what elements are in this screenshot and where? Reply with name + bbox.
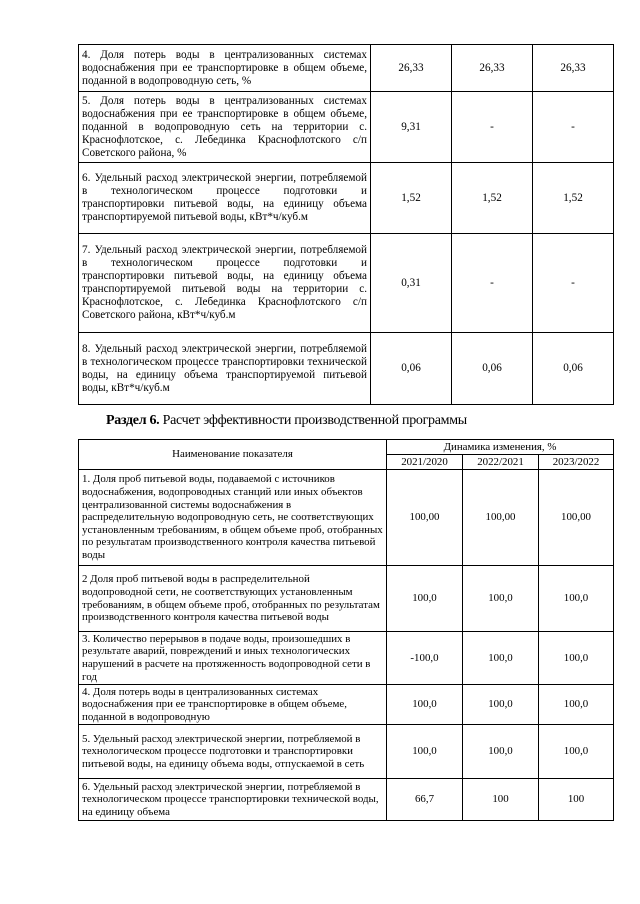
indicator-value: 100,00 <box>539 470 614 566</box>
indicator-value: 1,52 <box>371 163 452 234</box>
indicator-value: 26,33 <box>533 45 614 92</box>
table-row <box>79 725 614 779</box>
table-row <box>79 234 614 333</box>
indicator-value: 100 <box>463 779 539 821</box>
section-title: Расчет эффективности производственной программы <box>162 413 467 428</box>
indicator-value: 100,0 <box>463 566 539 632</box>
indicator-value: 100,0 <box>463 632 539 685</box>
table-row <box>79 333 614 405</box>
indicator-name: 5. Доля потерь воды в централизованных системах водоснабжения при ее транспортировке в общем объеме, поданной в водопроводную сеть на территории с. Краснофлотское, с. Лебединка Краснофлотского с/п Советского района, % <box>79 92 371 163</box>
table-row <box>79 470 614 566</box>
indicator-name: 1. Доля проб питьевой воды, подаваемой с источников водоснабжения, водопроводных станций или иных объектов централизованной системы водоснабжения в распределительную водопроводную сеть, не соответствующих установленным требованиям, в общем объеме проб, отобранных по результатам производственного контроля качества питьевой воды <box>79 470 387 566</box>
table-row <box>79 163 614 234</box>
indicator-value: 26,33 <box>452 45 533 92</box>
indicator-value: 26,33 <box>371 45 452 92</box>
column-header-period: 2022/2021 <box>463 455 539 470</box>
indicator-value: 9,31 <box>371 92 452 163</box>
indicator-name: 8. Удельный расход электрической энергии, потребляемой в технологическом процессе транспортировки технической воды, на единицу объема транспортируемой питьевой воды, кВт*ч/куб.м <box>79 333 371 405</box>
table-row <box>79 685 614 725</box>
table-row <box>79 45 614 92</box>
indicator-value: 0,06 <box>533 333 614 405</box>
indicator-value: 100,00 <box>463 470 539 566</box>
indicator-name: 7. Удельный расход электрической энергии, потребляемой в технологическом процессе подготовки и транспортировки питьевой воды, на единицу объема транспортируемой питьевой воды на территории с. Краснофлотское, с. Лебединка Краснофлотского с/п Советского района, кВт*ч/куб.м <box>79 234 371 333</box>
indicator-value: 0,06 <box>371 333 452 405</box>
table-row <box>79 779 614 821</box>
indicator-value: 100,0 <box>539 566 614 632</box>
table-row <box>79 566 614 632</box>
column-header-period: 2021/2020 <box>387 455 463 470</box>
indicator-value: 0,31 <box>371 234 452 333</box>
efficiency-table <box>78 439 614 821</box>
indicator-name: 6. Удельный расход электрической энергии, потребляемой в технологическом процессе подготовки и транспортировки питьевой воды, на единицу объема транспортируемой питьевой воды, кВт*ч/куб.м <box>79 163 371 234</box>
indicator-value: 100,0 <box>539 725 614 779</box>
indicator-value: 100,0 <box>539 632 614 685</box>
indicator-value: 100,0 <box>539 685 614 725</box>
indicator-value: 100,00 <box>387 470 463 566</box>
indicator-value: - <box>452 234 533 333</box>
indicator-value: 1,52 <box>533 163 614 234</box>
table-row <box>79 92 614 163</box>
indicator-name: 3. Количество перерывов в подаче воды, произошедших в результате аварий, повреждений и иных технологических нарушений в расчете на протяженность водопроводной сети в год <box>79 632 387 685</box>
indicator-value: 100,0 <box>463 685 539 725</box>
table-row <box>79 632 614 685</box>
indicator-value: - <box>452 92 533 163</box>
indicator-name: 4. Доля потерь воды в централизованных системах водоснабжения при ее транспортировке в общем объеме, поданной в водопроводную <box>79 685 387 725</box>
indicator-name: 6. Удельный расход электрической энергии, потребляемой в технологическом процессе транспортировки технической воды, на единицу объема <box>79 779 387 821</box>
indicator-name: 4. Доля потерь воды в централизованных системах водоснабжения при ее транспортировке в общем объеме, поданной в водопроводную сеть, % <box>79 45 371 92</box>
indicator-value: 0,06 <box>452 333 533 405</box>
indicator-value: - <box>533 234 614 333</box>
indicator-name: 5. Удельный расход электрической энергии, потребляемой в технологическом процессе подготовки и транспортировки питьевой воды, на единицу объема воды, отпускаемой в сеть <box>79 725 387 779</box>
indicator-value: 100,0 <box>387 685 463 725</box>
indicator-value: 100,0 <box>463 725 539 779</box>
indicator-value: 100 <box>539 779 614 821</box>
table-header-row <box>79 440 614 455</box>
indicator-value: 1,52 <box>452 163 533 234</box>
indicator-value: - <box>533 92 614 163</box>
indicator-name: 2 Доля проб питьевой воды в распределительной водопроводной сети, не соответствующих установленным требованиям, в общем объеме проб, отобранных по результатам производственного контроля качества питьевой воды <box>79 566 387 632</box>
indicators-table <box>78 44 614 405</box>
indicator-value: 100,0 <box>387 725 463 779</box>
column-header-name: Наименование показателя <box>79 440 387 470</box>
indicator-value: 66,7 <box>387 779 463 821</box>
section-number: Раздел 6. <box>106 413 160 428</box>
column-group-header: Динамика изменения, % <box>387 440 614 455</box>
indicator-value: -100,0 <box>387 632 463 685</box>
column-header-period: 2023/2022 <box>539 455 614 470</box>
indicator-value: 100,0 <box>387 566 463 632</box>
section-heading <box>106 412 467 430</box>
